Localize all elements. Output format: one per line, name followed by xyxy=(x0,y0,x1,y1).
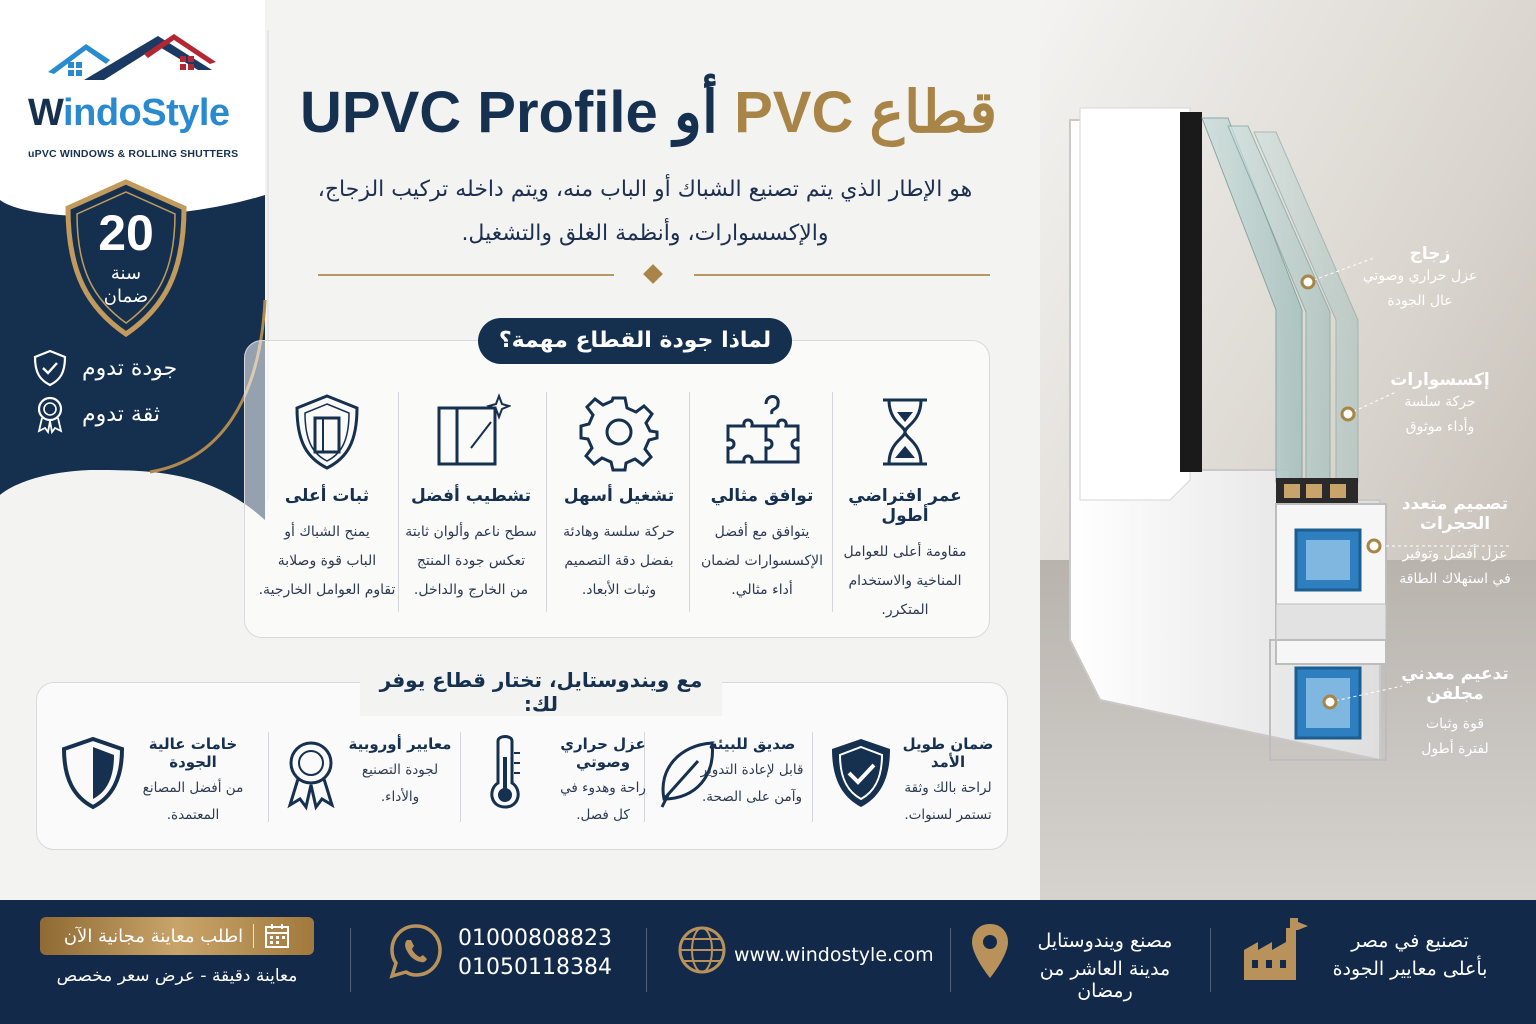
callout-reinforcement: تدعيم معدني مجلفن قوة وثبات لفترة أطول xyxy=(1401,664,1509,757)
offer-item-materials: خامات عالية الجودة من أفضل المصانع المعتمدة. xyxy=(52,735,262,835)
why-item-finish: تشطيب أفضل سطح ناعم وألوان ثابتة تعكس جودة المنتج من الخارج والداخل. xyxy=(400,392,542,612)
warranty-label: ضمان xyxy=(103,286,149,307)
factory-icon xyxy=(1240,916,1312,982)
offer-item-warranty: ضمان طويل الأمد لراحة بالك وثقة تستمر لسنوات. xyxy=(808,735,1018,835)
shield-check-icon xyxy=(32,349,68,387)
offer-item-european: معايير أوروبية لجودة التصنيع والأداء. xyxy=(270,735,480,835)
feature-trust xyxy=(32,394,160,434)
footer-website[interactable]: www.windostyle.com xyxy=(734,944,934,966)
profile-illustration xyxy=(1040,0,1536,900)
request-inspection-button[interactable] xyxy=(40,917,314,955)
why-item-lifespan: عمر افتراضي أطول مقاومة أعلى للعوامل المناخية والاستخدام المتكرر. xyxy=(834,392,976,612)
offer-title: مع ويندوستايل، تختار قطاع يوفر لك: xyxy=(360,668,722,716)
brand-tagline: uPVC WINDOWS & ROLLING SHUTTERS xyxy=(28,148,239,160)
callout-chambers: تصميم متعدد الحجرات عزل أفضل وتوفير في استهلاك الطاقة xyxy=(1399,494,1511,587)
page-title: UPVC Profile أو PVC قطاع xyxy=(300,80,998,145)
offer-item-insulation: عزل حراري وصوتي راحة وهدوء في كل فصل. xyxy=(462,735,672,835)
globe-icon xyxy=(676,922,728,978)
footer-made-in-egypt: تصنيع في مصر بأعلى معايير الجودة xyxy=(1332,930,1488,980)
offer-item-eco: صديق للبيئة قابل لإعادة التدوير وآمن على الصحة. xyxy=(646,735,856,835)
callout-accessories: إكسسوارات حركة سلسة وأداء موثوق xyxy=(1390,370,1490,435)
brand-panel xyxy=(0,0,270,520)
callout-glass: زجاج عزل حراري وصوتي عال الجودة xyxy=(1362,244,1478,309)
award-medal-icon xyxy=(276,735,346,811)
feature-quality-label: جودة تدوم xyxy=(82,355,178,381)
gear-icon xyxy=(579,392,659,472)
feature-trust-label: ثقة تدوم xyxy=(82,401,160,427)
intro-text: هو الإطار الذي يتم تصنيع الشباك أو الباب منه، ويتم داخله تركيب الزجاج، والإكسسوارات، وأنظمة الغلق والتشغيل. xyxy=(317,177,973,246)
why-title: لماذا جودة القطاع مهمة؟ xyxy=(478,318,792,364)
brand-logo[interactable]: WindoStyle xyxy=(28,92,230,134)
request-inspection-label: اطلب معاينة مجانية الآن xyxy=(63,925,244,947)
why-item-compatibility: توافق مثالي يتوافق مع أفضل الإكسسوارات لضمان أداء مثالي. xyxy=(691,392,833,612)
feature-quality xyxy=(32,348,177,388)
window-sparkle-icon xyxy=(431,392,511,472)
hourglass-icon xyxy=(865,392,945,472)
thermometer-icon xyxy=(470,735,540,811)
award-icon xyxy=(32,394,68,434)
calendar-icon xyxy=(264,923,290,949)
location-pin-icon xyxy=(970,922,1010,980)
divider xyxy=(318,274,990,276)
shield-door-icon xyxy=(287,392,367,472)
footer-phones[interactable]: 01000808823 01050118384 xyxy=(458,926,612,980)
footer-cta-subtext: معاينة دقيقة - عرض سعر مخصص xyxy=(56,966,298,986)
why-item-operation: تشغيل أسهل حركة سلسة وهادئة بفضل دقة التصميم وثبات الأبعاد. xyxy=(548,392,690,612)
warranty-unit: سنة xyxy=(110,263,142,284)
shield-icon xyxy=(58,735,128,811)
whatsapp-icon xyxy=(388,922,444,980)
roof-logo-icon xyxy=(48,30,218,100)
warranty-years: 20 xyxy=(98,205,154,261)
puzzle-icon xyxy=(722,392,802,472)
why-item-stability: ثبات أعلى يمنح الشباك أو الباب قوة وصلابة تقاوم العوامل الخارجية. xyxy=(256,392,398,612)
footer-factory-address: مصنع ويندوستايل مدينة العاشر من رمضان xyxy=(1037,930,1173,1002)
